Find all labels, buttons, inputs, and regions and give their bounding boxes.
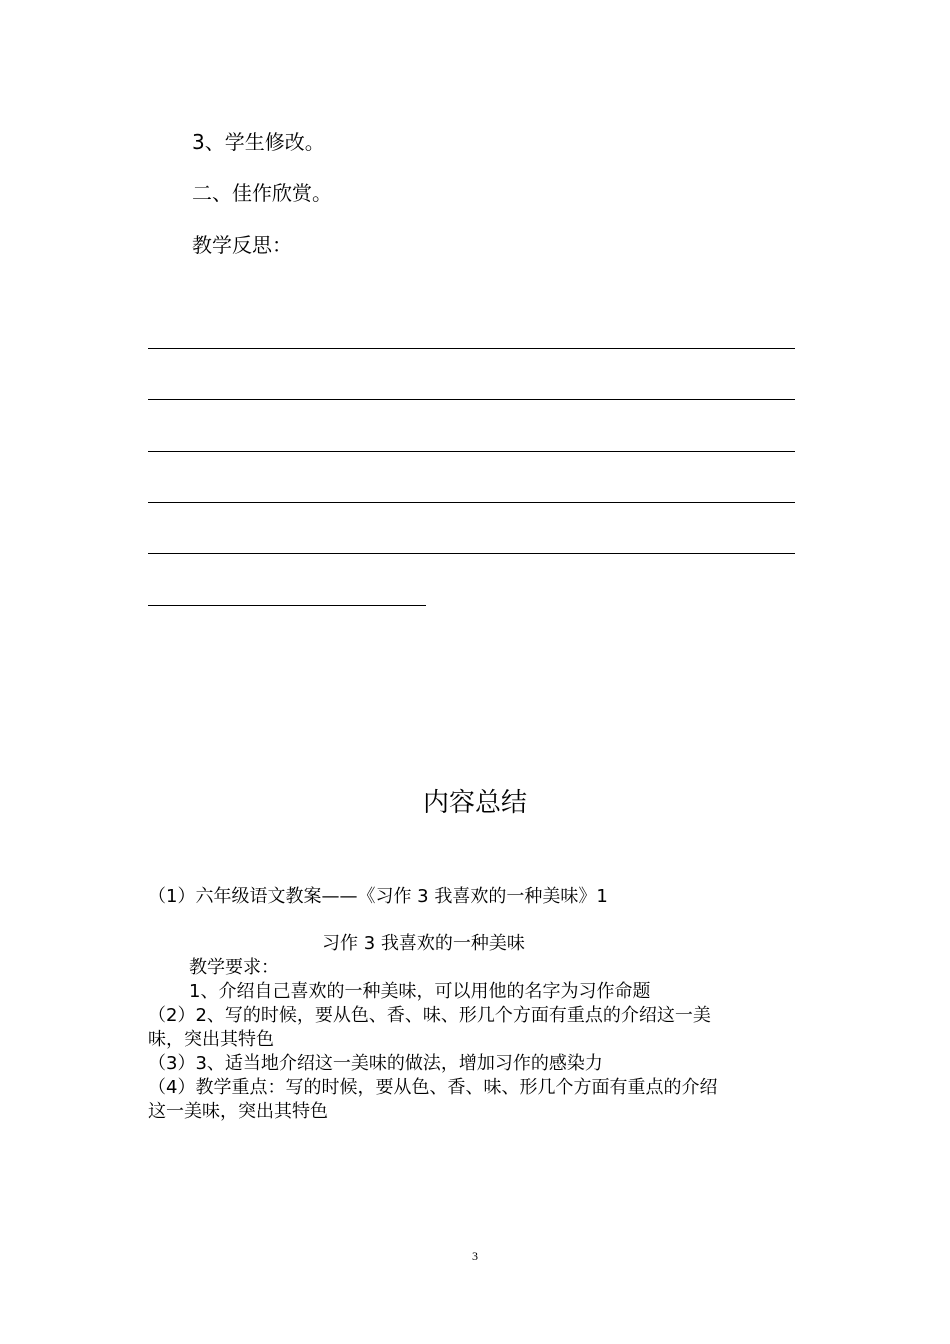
reflection-blank-line (148, 451, 795, 452)
summary-line-2-cont: 味，突出其特色 (148, 1029, 274, 1050)
reflection-blank-line (148, 502, 795, 503)
step-student-revise: 3、学生修改。 (192, 130, 325, 154)
summary-line-heading: 习作 3 我喜欢的一种美味 (322, 933, 525, 954)
summary-line-requirements: 教学要求： (189, 957, 279, 978)
reflection-blank-line (148, 605, 426, 606)
summary-line-1: （1）六年级语文教案——《习作 3 我喜欢的一种美味》1 (148, 886, 608, 907)
teaching-reflection-label: 教学反思： (192, 233, 292, 257)
reflection-blank-line (148, 553, 795, 554)
summary-line-3: （3）3、适当地介绍这一美味的做法，增加习作的感染力 (148, 1053, 603, 1074)
summary-line-4-cont: 这一美味，突出其特色 (148, 1101, 328, 1122)
summary-line-2: （2）2、写的时候，要从色、香、味、形几个方面有重点的介绍这一美 (148, 1005, 711, 1026)
reflection-blank-line (148, 399, 795, 400)
summary-line-4: （4）教学重点：写的时候，要从色、香、味、形几个方面有重点的介绍 (148, 1077, 718, 1098)
summary-line-requirement-1: 1、介绍自己喜欢的一种美味，可以用他的名字为习作命题 (189, 981, 651, 1002)
section-excellent-works: 二、佳作欣赏。 (192, 181, 332, 205)
summary-title: 内容总结 (422, 788, 527, 818)
reflection-blank-line (148, 348, 795, 349)
page-number: 3 (472, 1249, 478, 1263)
